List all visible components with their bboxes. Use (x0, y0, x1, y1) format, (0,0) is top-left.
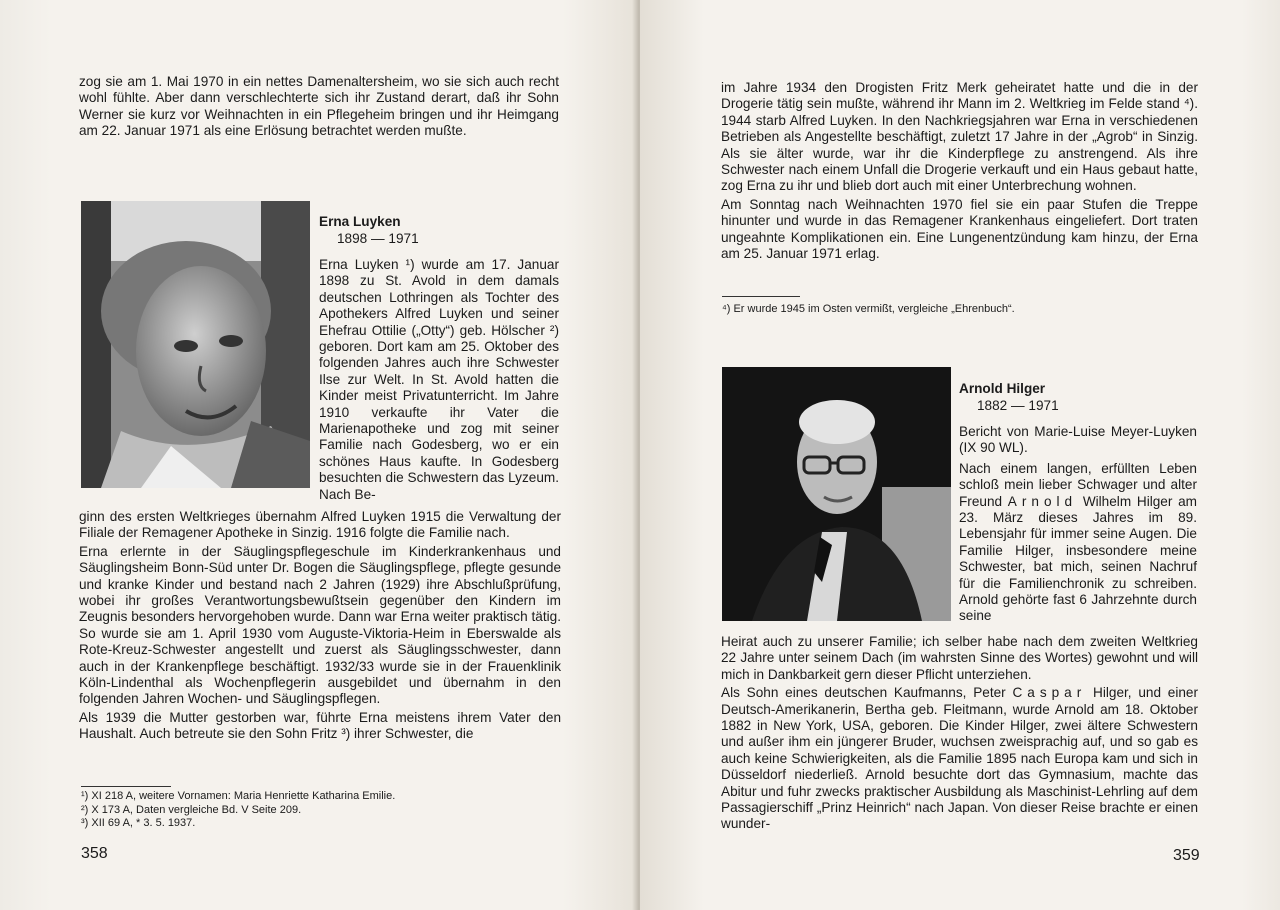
footnotes-left (81, 790, 561, 831)
obituary-text-b: Hilger, und einer Deutsch-Amerikanerin, Bertha geb. Fleitmann, wurde Arnold am 18. Oktober 1882 in New York, USA, geboren. Die Kinder Hilger, zwei ältere Schwestern und außer ihm ein jüngerer Bruder, wuchsen zweisprachig auf, und so gab es auch keine Schwierigkeiten, als die Familie 1895 nach Europa kam und sich in Düsseldorf niederließ. Arnold besuchte dort das Gymnasium, machte das Abitur und fuhr zwecks praktischer Ausbildung als Maschinist-Lehrling auf dem Passagierschiff „Prinz Heinrich“ nach Japan. Von dieser Reise brachte er einen wunder- (721, 685, 1198, 832)
obituary-side-text-a: Nach einem langen, erfüllten Leben schloß mein lieber Schwager und alter Freund (959, 460, 1197, 509)
obituary-side-text-b: Wilhelm Hilger am 23. März dieses Jahres im 89. Lebensjahr für immer seine Augen. Die Familie Hilger, insbesondere meine Schwester, bat mich, seinen Nachruf für die Familienchronik zu schreiben. Arnold gehörte fast 6 Jahrzehnte durch seine (959, 493, 1197, 624)
bio-paragraph-3: Als 1939 die Mutter gestorben war, führte Erna meistens ihrem Vater den Haushalt. Auch betreute sie den Sohn Fritz ³) ihrer Schwester, die (79, 709, 561, 742)
person-name-erna: Erna Luyken (319, 214, 401, 229)
person-name-arnold: Arnold Hilger (959, 381, 1046, 396)
portrait-erna-luyken (81, 201, 310, 488)
footnote-2: ²) X 173 A, Daten vergleiche Bd. V Seite 209. (81, 803, 302, 816)
portrait-arnold-hilger (722, 367, 951, 621)
life-dates-erna: 1898 — 1971 (337, 231, 419, 246)
footnote-4: ⁴) Er wurde 1945 im Osten vermißt, vergleiche „Ehrenbuch“. (722, 303, 1015, 315)
footnote-rule (81, 786, 171, 787)
footnote-rule-right (722, 296, 800, 297)
bio-side-column: Erna Luyken ¹) wurde am 17. Januar 1898 zu St. Avold in dem damals deutschen Lothringen als Tochter des Apothekers Alfred Luyken und seiner Ehefrau Ottilie („Otty“) geb. Hölscher ²) geboren. Dort kam am 25. Oktober des folgenden Jahres auch ihre Schwester Ilse zur Welt. In St. Avold hatten die Kinder meist Privatunterricht. Im Jahre 1910 verkaufte ihr Vater die Marienapotheke und zog mit seiner Familie nach Godesberg, wo er ein schönes Haus kaufte. In Godesberg besuchten die Schwestern das Lyzeum. Nach Be- (319, 257, 559, 502)
obituary-paragraph-2 (721, 685, 1198, 833)
footnote-3: ³) XII 69 A, * 3. 5. 1937. (81, 817, 196, 829)
report-attribution: Bericht von Marie-Luise Meyer-Luyken (IX 90 WL). (959, 424, 1197, 456)
life-dates-arnold: 1882 — 1971 (977, 398, 1059, 413)
footnote-1: ¹) XI 218 A, weitere Vornamen: Maria Henriette Katharina Emilie. (81, 790, 396, 802)
page-number-right: 359 (1173, 847, 1200, 864)
spaced-name-arnold: Arnold (1007, 493, 1078, 509)
spaced-name-caspar: Caspar (1012, 685, 1087, 701)
right-page (640, 0, 1280, 910)
bio-paragraph-2: Erna erlernte in der Säuglingspflegeschule im Kinderkrankenhaus und Säuglingsheim Bonn-Süd unter Dr. Bogen die Säuglingspflege, pflegte gesunde und kranke Kinder und bestand nach 2 Jahren (1929) ihre Abschlußprüfung, wobei ihr großes Verantwortungsbewußtsein gegenüber den Kindern im Zeugnis besonders hervorgehoben wurde. Dann war Erna weiter praktisch tätig. So wurde sie am 1. April 1930 vom Auguste-Viktoria-Heim in Eberswalde als Rote-Kreuz-Schwester angestellt und zuerst als Säuglingsschwester, dann auch in der Krankenpflege beschäftigt. 1932/33 wurde sie in der Frauenklinik Köln-Lindenthal als Wochenpflegerin ausgebildet und übernahm in den folgenden Jahren Wochen- und Säuglingspflegen. (79, 543, 561, 707)
bio-paragraph-1: ginn des ersten Weltkrieges übernahm Alfred Luyken 1915 die Verwaltung der Filiale der Remagener Apotheke in Sinzig. 1916 folgte die Familie nach. (79, 509, 561, 541)
continued-paragraph-1: im Jahre 1934 den Drogisten Fritz Merk geheiratet hatte und die in der Drogerie tätig sein mußte, während ihr Mann im 2. Weltkrieg im Felde stand ⁴). 1944 starb Alfred Luyken. In den Nachkriegsjahren war Erna in verschiedenen Betrieben als Angestellte beschäftigt, zuletzt 17 Jahre in der „Agrob“ in Sinzig. Als sie älter wurde, war ihr die Kinderpflege zu anstrengend. Als ihre Schwester nach einem Unfall die Drogerie verkauft und ein Haus gebaut hatte, zog Erna zu ihr und blieb dort auch mit einer Unterbrechung wohnen. (721, 80, 1198, 194)
obituary-paragraph-1: Heirat auch zu unserer Familie; ich selber habe nach dem zweiten Weltkrieg 22 Jahre unter seinem Dach (im wahrsten Sinne des Wortes) gewohnt und will mich in Dankbarkeit gern dieser Pflicht unterziehen. (721, 634, 1198, 682)
continued-paragraph-2: Am Sonntag nach Weihnachten 1970 fiel sie ein paar Stufen die Treppe hinunter und wurde in das Remagener Krankenhaus eingeliefert. Dort traten ungeahnte Komplikationen ein. Eine Lungenentzündung kam hinzu, der Erna am 25. Januar 1971 erlag. (721, 196, 1198, 262)
obituary-side-column (959, 461, 1197, 625)
obituary-text-a: Als Sohn eines deutschen Kaufmanns, Peter (721, 685, 1013, 701)
intro-paragraph: zog sie am 1. Mai 1970 in ein nettes Damenaltersheim, wo sie sich auch recht wohl fühlte. Aber dann verschlechterte sich ihr Zustand derart, daß ihr Sohn Werner sie kurz vor Weihnachten in ein Pflegeheim bringen und ihr Heimgang am 22. Januar 1971 als eine Erlösung betrachtet werden mußte. (79, 74, 559, 139)
page-number-left: 358 (81, 845, 108, 862)
